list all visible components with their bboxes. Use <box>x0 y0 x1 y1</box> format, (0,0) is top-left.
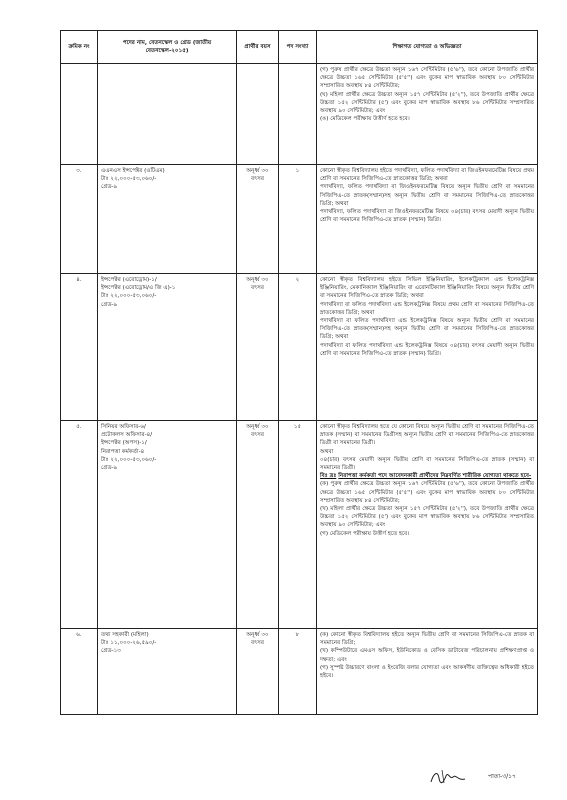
cell-qualification <box>317 64 538 165</box>
cell-count: ৮ <box>279 629 317 715</box>
qualification-line: অথবা <box>320 448 334 455</box>
post-line: টাঃ ১১,০০০-২৬,৫৯০/- <box>101 640 157 647</box>
post-line: প্রটোকলস অফিসার-৪/ <box>101 432 153 439</box>
post-line: ইন্সপেক্টর (এরোড্রোম)-১/ <box>101 277 157 283</box>
qualification-line: (ক) কোনো স্বীকৃত বিশ্ববিদ্যালয় হইতে অন্যূন দ্বিতীয় শ্রেণি বা সমমানের সিজিপিএ-তে স্নাতক বা সমমানের ডিগ্রি; <box>320 632 534 647</box>
cell-age: অনূর্ধ্ব ৩০ বৎসর <box>237 629 279 715</box>
qualification-line: (গ) পুরুষ প্রার্থীর ক্ষেত্রে উচ্চতা অন্যূন ১৬৭ সেন্টিমিটার (৫'৬''), তবে কোনো উপজাতি প্রার্থীর ক্ষেত্রে উচ্চতা ১৬৫ সেন্টিমিটার (৫'৫'') এবং বুকের মাপ স্বাভাবিক অবস্থায় ৮০ সেন্টিমিটার সম্প্রসারিত অবস্থায় ৮৪ সেন্টিমিটার; <box>320 67 534 90</box>
cell-serial: ৩. <box>61 165 98 274</box>
cell-age: অনূর্ধ্ব ৩০ বৎসর <box>237 165 279 274</box>
cell-age: অনূর্ধ্ব ৩০ বৎসর <box>237 421 279 629</box>
cell-qualification <box>317 629 538 715</box>
physical-requirement-note <box>320 472 534 480</box>
qualification-line: কোনো স্বীকৃত বিশ্ববিদ্যালয় হইতে সিভিল ইঞ্জিনিয়ারিং, ইলেকট্রিক্যাল এন্ড ইলেকট্রনিক্স ইঞ্জিনিয়ারিং, মেকানিক্যাল ইঞ্জিনিয়ারিং বা এরোনটিক্যাল ইঞ্জিনিয়ারিং বিষয়ে অন্যূন দ্বিতীয় শ্রেণি বা সমমানের সিজিপিএ-তে স্নাতক ডিগ্রি; অথবা <box>320 277 534 300</box>
qualification-line: (গ) মেডিকেল পরীক্ষায় উত্তীর্ণ হতে হবে। <box>320 530 410 537</box>
header-post: পদের নাম, বেতনস্কেল ও গ্রেড (জাতীয় বেতনস্কেল-২০১৫) <box>98 31 237 64</box>
table-row <box>61 629 538 715</box>
post-line: নিরাপত্তা কর্মকর্তা-৪ <box>101 448 145 455</box>
header-count: পদ সংখ্যা <box>279 31 317 64</box>
post-line: গ্রেড-৯ <box>101 184 118 191</box>
post-line: সিনিয়র অফিসার-৬/ <box>101 424 146 430</box>
cell-count <box>279 64 317 165</box>
post-line: টাঃ ২২,০০০-৫৩,০৬০/- <box>101 176 157 183</box>
cell-serial: ৫. <box>61 421 98 629</box>
qualification-line: পদার্থবিদ্যা বা ফলিত পদার্থবিদ্যা এন্ড ইলেকট্রনিক্স বিষয়ে ০৪(চার) বৎসর মেয়াদী অন্যূন দ্বিতীয় শ্রেণি বা সমমানের সিজিপিএ-তে স্নাতক (সম্মান) ডিগ্রি। <box>320 342 534 357</box>
qualification-line: পদার্থবিদ্যা, ফলিত পদার্থবিদ্যা বা জিওইনফরমেটিক্স বিষয়ে অন্যূন দ্বিতীয় শ্রেণি বা সমমানের সিজিপিএ-তে স্নাতক(সম্মান)সহ অন্যূন দ্বিতীয় শ্রেণি বা সমমানের সিজিপিএ-তে স্নাতকোত্তর ডিগ্রি; অথবা <box>320 184 534 207</box>
header-age: প্রার্থীর বয়স <box>237 31 279 64</box>
post-line: তথ্য সহকারী (মহিলা) <box>101 632 149 638</box>
qualification-line: পদার্থবিদ্যা, ফলিত পদার্থবিদ্যা বা জিওইনফরমেটিক্স বিষয়ে ০৪(চার) বৎসর মেয়াদী অন্যূন দ্বিতীয় শ্রেণি বা সমমানের সিজিপিএ-তে স্নাতক (সম্মান) ডিগ্রি। <box>320 209 534 224</box>
cell-post <box>98 165 237 274</box>
table-row <box>61 64 538 165</box>
post-line: গ্রেড-৯ <box>101 465 118 472</box>
page-number: পাতা-৩/১৭ <box>488 773 516 780</box>
post-line: টাঃ ২২,০০০-৫৩,০৬০/- <box>101 293 157 300</box>
cell-count: ১৫ <box>279 421 317 629</box>
cell-post <box>98 421 237 629</box>
header-serial: ক্রমিক নং <box>61 31 98 64</box>
cell-serial: ৪. <box>61 274 98 421</box>
header-qualification: শিক্ষাগত যোগ্যতা ও অভিজ্ঞতা <box>317 31 538 64</box>
cell-qualification <box>317 274 538 421</box>
post-line: গ্রেড-৯ <box>101 301 118 308</box>
cell-post <box>98 64 237 165</box>
qualification-line: (গ) সুস্পষ্ট উচ্চারণে বাংলা ও ইংরেজি বলার যোগ্যতা এবং আকর্ষণীয় ব্যক্তিত্বের অধিকারী হইতে হইবে। <box>320 664 534 680</box>
qualification-line: (ঙ) মেডিকেল পরীক্ষায় উত্তীর্ণ হতে হবে। <box>320 116 410 123</box>
cell-serial: ৬. <box>61 629 98 715</box>
cell-count: ১ <box>279 165 317 274</box>
table-header-row <box>61 31 538 64</box>
qualification-line: ০৪(চার) বৎসর মেয়াদী অন্যূন দ্বিতীয় শ্রেণি বা সমমানের সিজিপিএ-তে স্নাতক (সম্মান) বা সমমানের ডিগ্রী। <box>320 456 534 472</box>
qualification-line: পদার্থবিদ্যা বা ফলিত পদার্থবিদ্যা এন্ড ইলেকট্রনিক্স বিষয়ে প্রথম শ্রেণি বা সমমানের সিজিপিএ-তে স্নাতকোত্তর ডিগ্রি; অথবা <box>320 301 534 316</box>
post-line: ইন্সপেক্টর (এরোড্রোম/এ জি এ)-১ <box>101 285 176 292</box>
qualification-line: কোনো স্বীকৃত বিশ্ববিদ্যালয় হতে যে কোনো বিষয়ে অন্যূন দ্বিতীয় শ্রেণি বা সমমানের সিজিপিএ-তে স্নাতক (সম্মান) বা সমমানের ডিগ্রীসহ অন্যূন দ্বিতীয় শ্রেণি বা সমমানের সিজিপিএ-তে স্নাতকোত্তর ডিগ্রী বা সমমানের ডিগ্রী। <box>320 424 534 447</box>
post-line: এএনএস ইন্সপেক্টর (ওটিএম) <box>101 168 165 174</box>
cell-post <box>98 629 237 715</box>
cell-qualification <box>317 421 538 629</box>
note-text: নিরাপত্তা কর্মকর্তা পদে আবেদনকারী প্রার্থীদের নিম্নবর্ণিত শারীরিক যোগ্যতা থাকতে হবে- <box>338 473 532 480</box>
post-line: গ্রেড-১৩ <box>101 648 121 655</box>
cell-qualification <box>317 165 538 274</box>
cell-age: অনূর্ধ্ব ৩০ বৎসর <box>237 274 279 421</box>
qualification-line: পদার্থবিদ্যা বা ফলিত পদার্থবিদ্যা এন্ড ইলেকট্রনিক্স বিষয়ে অন্যূন দ্বিতীয় শ্রেণি বা সমমানের সিজিপিএ-তে স্নাতক(সম্মান)সহ অন্যূন দ্বিতীয় শ্রেণি বা সমমানের সিজিপিএ-তে স্নাতকোত্তর ডিগ্রি; অথবা <box>320 318 534 341</box>
qualification-line: কোনো স্বীকৃত বিশ্ববিদ্যালয় হইতে পদার্থবিদ্যা, ফলিত পদার্থবিদ্যা বা জিওইনফরমেটিক্স বিষয়ে প্রথম শ্রেণি বা সমমানের সিজিপিএ-তে স্নাতকোত্তর ডিগ্রি; অথবা <box>320 168 534 183</box>
recruitment-table <box>60 30 538 715</box>
note-label: বিঃ দ্রঃ <box>320 473 337 480</box>
cell-age <box>237 64 279 165</box>
post-line: ইন্সপেক্টর (অপস)-১/ <box>101 440 147 447</box>
table-row <box>61 274 538 421</box>
cell-serial <box>61 64 98 165</box>
qualification-line: (খ) মহিলা প্রার্থীর ক্ষেত্রে উচ্চতা অন্যূন ১৫৭ সেন্টিমিটার (৫'২''), তবে উপজাতি প্রার্থীর ক্ষেত্রে উচ্চতা ১৫২ সেন্টিমিটার (৫') এবং বুকের মাপ স্বাভাবিক অবস্থায় ৮৬ সেন্টিমিটার সম্প্রসারিত অবস্থায় ৯০ সেন্টিমিটার; এবং <box>320 506 534 529</box>
cell-count: ২ <box>279 274 317 421</box>
qualification-line: (ক) পুরুষ প্রার্থীর ক্ষেত্রে উচ্চতা অন্যূন ১৬৭ সেন্টিমিটার (৫'৬''), তবে কোনো উপজাতি প্রার্থীর ক্ষেত্রে উচ্চতা ১৬৫ সেন্টিমিটার (৫'৫'') এবং বুকের মাপ স্বাভাবিক অবস্থায় ৮০ সেন্টিমিটার সম্প্রসারিত অবস্থায় ৮৪ সেন্টিমিটার; <box>320 481 534 504</box>
table-row <box>61 165 538 274</box>
cell-post <box>98 274 237 421</box>
signature-mark <box>428 768 468 786</box>
table-row <box>61 421 538 629</box>
post-line: টাঃ ২২,০০০-৫৩,০৬০/- <box>101 456 157 463</box>
qualification-line: (ঘ) মহিলা প্রার্থীর ক্ষেত্রে উচ্চতা অন্যূন ১৫৭ সেন্টিমিটার (৫'২''), তবে উপজাতি প্রার্থীর ক্ষেত্রে উচ্চতা ১৫২ সেন্টিমিটার (৫') এবং বুকের মাপ স্বাভাবিক অবস্থায় ৮৬ সেন্টিমিটার সম্প্রসারিত অবস্থায় ৯০ সেন্টিমিটার; এবং <box>320 91 534 115</box>
qualification-line: (খ) কম্পিউটারে এমএস অফিস, ইউনিকোড ও বেসিক ডাটাবেজ পরিচালনায় প্রশিক্ষণপ্রাপ্ত ও দক্ষতা; এবং <box>320 648 534 663</box>
